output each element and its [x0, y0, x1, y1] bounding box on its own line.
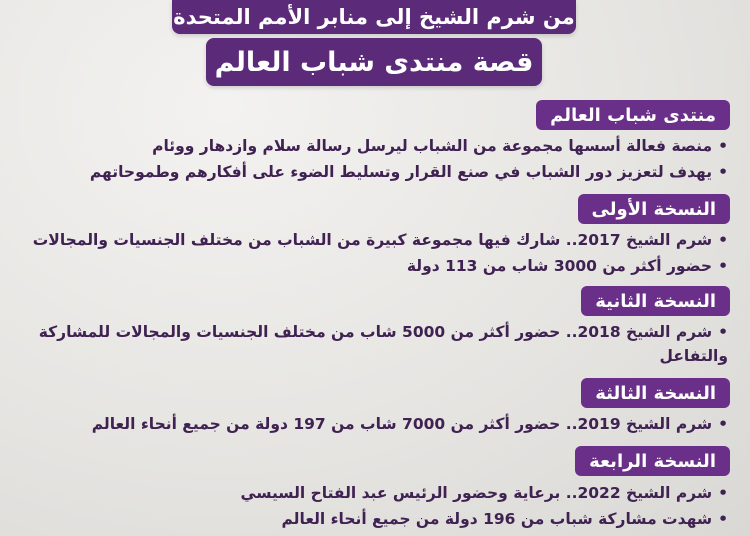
section-heading-first-edition: النسخة الأولى — [578, 194, 730, 224]
bullet-item — [20, 507, 728, 531]
bullet-text: شرم الشيخ 2017.. شارك فيها مجموعة كبيرة من الشباب من مختلف الجنسيات والمجالات — [32, 231, 713, 249]
bullet-text: يهدف لتعزيز دور الشباب في صنع القرار وتسليط الضوء على أفكارهم وطموحاتهم — [89, 163, 713, 181]
bullet-text: حضور أكثر من 3000 شاب من 113 دولة — [406, 257, 713, 275]
bullet-text: شرم الشيخ 2019.. حضور أكثر من 7000 شاب من 197 دولة من جميع أنحاء العالم — [91, 415, 713, 433]
top-title: من شرم الشيخ إلى منابر الأمم المتحدة — [172, 0, 576, 34]
bullet-text: شرم الشيخ 2018.. حضور أكثر من 5000 شاب من مختلف الجنسيات والمجالات للمشاركة والتفاعل — [38, 323, 728, 365]
bullet-text: منصة فعالة أسسها مجموعة من الشباب ليرسل رسالة سلام وازدهار ووئام — [152, 137, 713, 155]
bullet-item — [20, 481, 728, 505]
bullet-dot-icon: • — [718, 510, 728, 528]
bullet-dot-icon: • — [718, 323, 728, 341]
bullet-dot-icon: • — [718, 415, 728, 433]
section-heading-fourth-edition: النسخة الرابعة — [575, 446, 730, 476]
main-title: قصة منتدى شباب العالم — [206, 38, 542, 86]
bullet-dot-icon: • — [718, 484, 728, 502]
bullet-text: شهدت مشاركة شباب من 196 دولة من جميع أنحاء العالم — [281, 510, 713, 528]
bullet-item — [20, 160, 728, 184]
bullet-item — [20, 320, 728, 368]
bullet-item — [20, 228, 728, 252]
section-heading-second-edition: النسخة الثانية — [581, 286, 730, 316]
bullet-dot-icon: • — [718, 163, 728, 181]
section-heading-forum: منتدى شباب العالم — [536, 100, 730, 130]
bullet-item — [20, 134, 728, 158]
bullet-dot-icon: • — [718, 257, 728, 275]
bullet-text: شرم الشيخ 2022.. برعاية وحضور الرئيس عبد الفتاح السيسي — [240, 484, 713, 502]
bullet-dot-icon: • — [718, 231, 728, 249]
bullet-item — [20, 412, 728, 436]
bullet-item — [20, 254, 728, 278]
section-heading-third-edition: النسخة الثالثة — [581, 378, 730, 408]
bullet-dot-icon: • — [718, 137, 728, 155]
